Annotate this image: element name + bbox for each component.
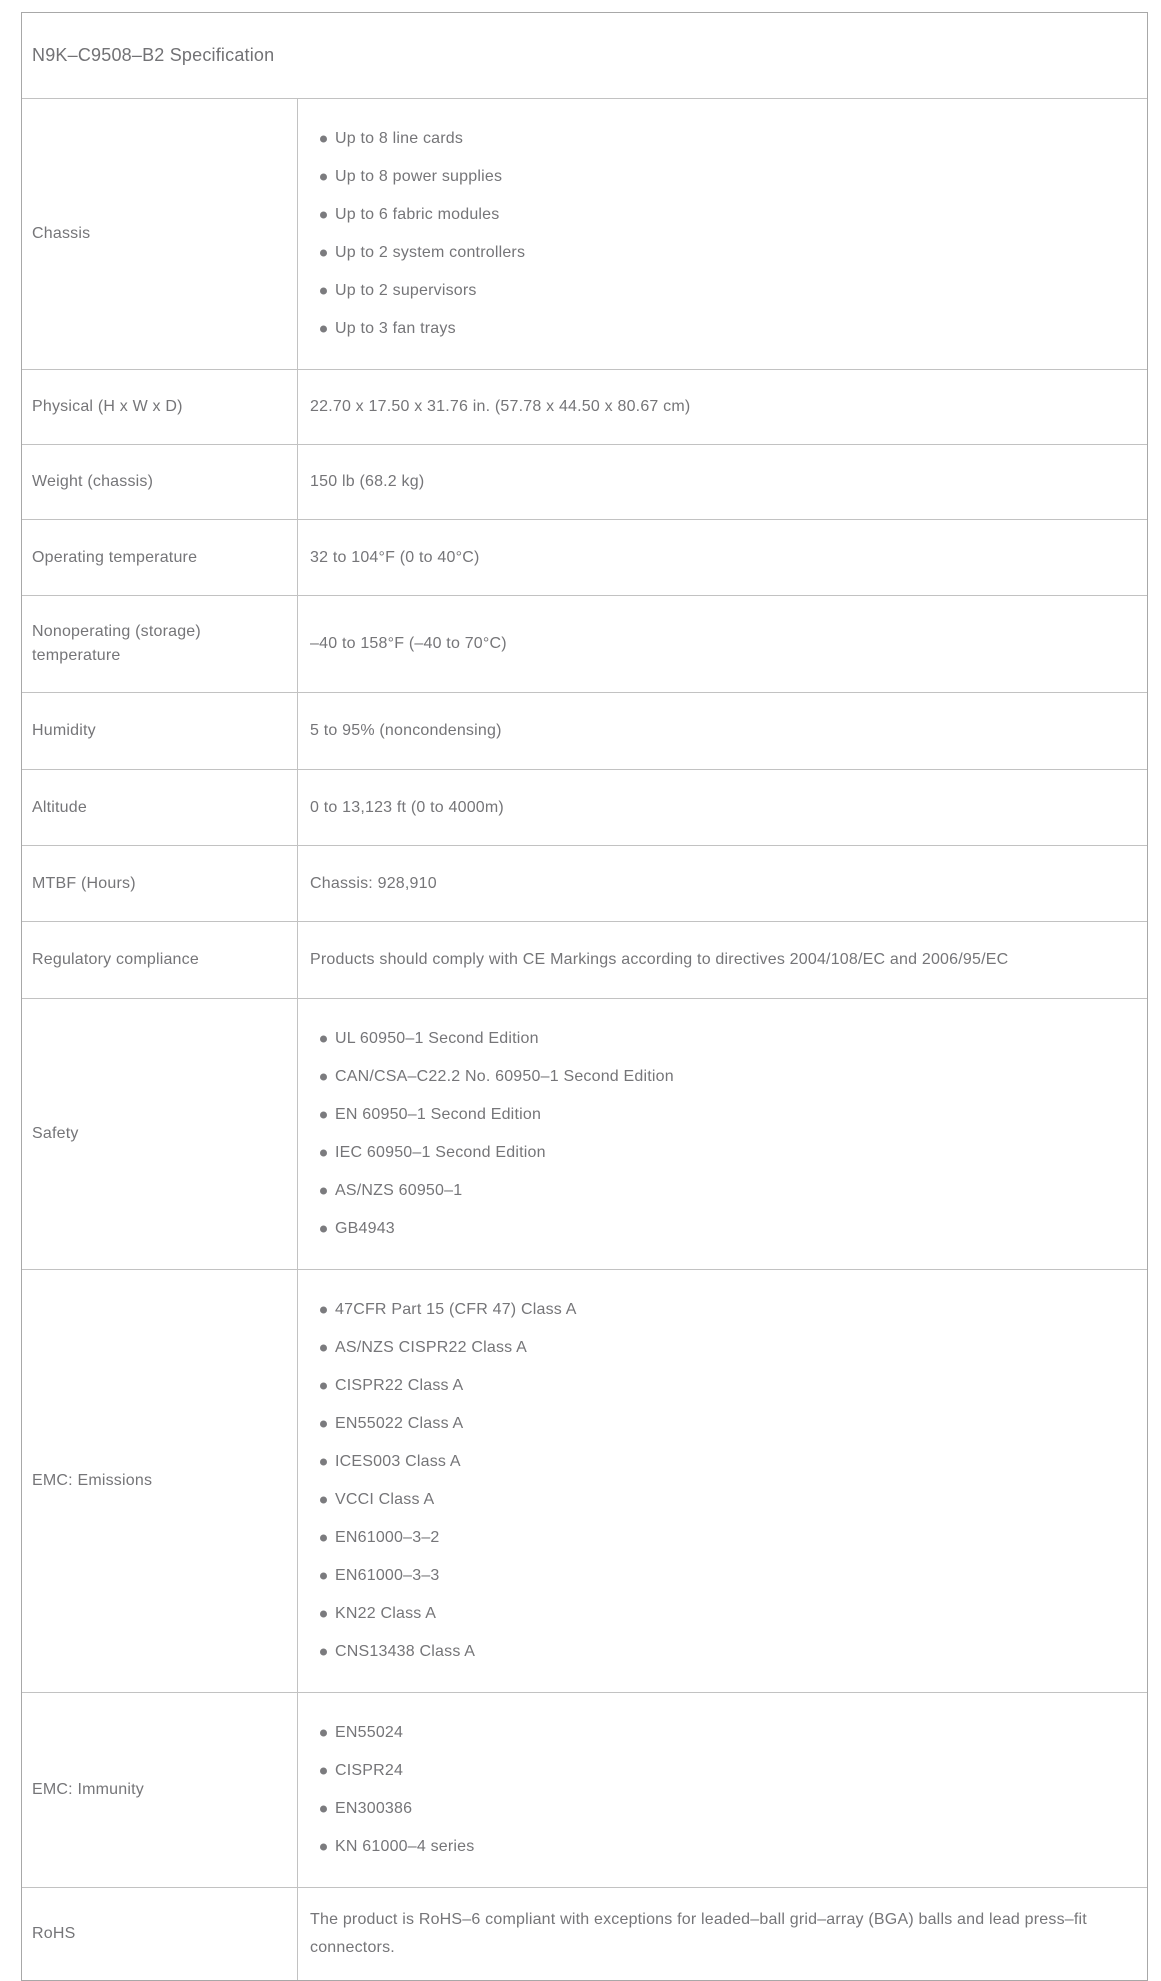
bullet-item: ICES003 Class A bbox=[310, 1443, 577, 1481]
bullet-list bbox=[310, 1714, 475, 1866]
row-label-text: MTBF (Hours) bbox=[32, 874, 136, 892]
bullet-item: Up to 3 fan trays bbox=[310, 310, 525, 348]
row-value-text: Products should comply with CE Markings according to directives 2004/108/EC and 2006/95/EC bbox=[310, 951, 1009, 968]
row-value bbox=[298, 770, 1147, 845]
row-value bbox=[298, 520, 1147, 595]
row-label bbox=[22, 770, 298, 845]
row-value-text: 150 lb (68.2 kg) bbox=[310, 473, 425, 490]
table-row-operating-temperature bbox=[22, 519, 1147, 595]
row-value bbox=[298, 846, 1147, 921]
row-value-text: 5 to 95% (noncondensing) bbox=[310, 722, 502, 739]
bullet-item: CISPR24 bbox=[310, 1752, 475, 1790]
table-row-mtbf bbox=[22, 845, 1147, 921]
row-label-text: Nonoperating (storage) temperature bbox=[32, 623, 201, 664]
bullet-item: Up to 8 power supplies bbox=[310, 158, 525, 196]
bullet-item: IEC 60950–1 Second Edition bbox=[310, 1134, 674, 1172]
row-label bbox=[22, 1693, 298, 1887]
row-label-text: Humidity bbox=[32, 722, 96, 739]
bullet-item: AS/NZS 60950–1 bbox=[310, 1172, 674, 1210]
row-label-text: RoHS bbox=[32, 1925, 76, 1942]
bullet-item: CAN/CSA–C22.2 No. 60950–1 Second Edition bbox=[310, 1058, 674, 1096]
row-label bbox=[22, 99, 298, 369]
bullet-item: EN61000–3–2 bbox=[310, 1519, 577, 1557]
bullet-item: EN300386 bbox=[310, 1790, 475, 1828]
table-row-emc-immunity bbox=[22, 1692, 1147, 1887]
row-value bbox=[298, 999, 1147, 1269]
row-label bbox=[22, 520, 298, 595]
bullet-item: VCCI Class A bbox=[310, 1481, 577, 1519]
row-label-text: EMC: Emissions bbox=[32, 1472, 153, 1489]
row-value bbox=[298, 99, 1147, 369]
row-value bbox=[298, 1270, 1147, 1692]
table-title-row bbox=[22, 13, 1147, 98]
bullet-list bbox=[310, 1291, 577, 1671]
row-label-text: Safety bbox=[32, 1125, 79, 1142]
row-value bbox=[298, 445, 1147, 519]
row-label bbox=[22, 693, 298, 769]
row-value bbox=[298, 596, 1147, 692]
bullet-item: Up to 2 system controllers bbox=[310, 234, 525, 272]
bullet-item: AS/NZS CISPR22 Class A bbox=[310, 1329, 577, 1367]
row-label-text: Physical (H x W x D) bbox=[32, 398, 183, 415]
row-label-text: Regulatory compliance bbox=[32, 951, 199, 968]
specification-table bbox=[21, 12, 1148, 1981]
row-label bbox=[22, 846, 298, 921]
row-label bbox=[22, 445, 298, 519]
row-value bbox=[298, 1888, 1147, 1980]
table-row-emc-emissions bbox=[22, 1269, 1147, 1692]
row-value-text: 0 to 13,123 ft (0 to 4000m) bbox=[310, 798, 504, 816]
table-row-regulatory-compliance bbox=[22, 921, 1147, 998]
row-label-text: Weight (chassis) bbox=[32, 473, 154, 490]
row-label-text: Chassis bbox=[32, 225, 91, 242]
bullet-item: CISPR22 Class A bbox=[310, 1367, 577, 1405]
row-label-text: EMC: Immunity bbox=[32, 1781, 144, 1798]
row-value-text: 22.70 x 17.50 x 31.76 in. (57.78 x 44.50 x 80.67 cm) bbox=[310, 398, 691, 415]
row-value bbox=[298, 922, 1147, 998]
table-title: N9K–C9508–B2 Specification bbox=[32, 45, 275, 65]
row-value-text: –40 to 158°F (–40 to 70°C) bbox=[310, 635, 507, 652]
bullet-list bbox=[310, 1020, 674, 1248]
table-row-humidity bbox=[22, 692, 1147, 769]
row-label bbox=[22, 922, 298, 998]
row-label bbox=[22, 1888, 298, 1980]
row-label bbox=[22, 1270, 298, 1692]
bullet-list bbox=[310, 120, 525, 348]
table-row-safety bbox=[22, 998, 1147, 1269]
table-row-altitude bbox=[22, 769, 1147, 845]
row-value-text: 32 to 104°F (0 to 40°C) bbox=[310, 548, 480, 566]
bullet-item: EN55022 Class A bbox=[310, 1405, 577, 1443]
bullet-item: 47CFR Part 15 (CFR 47) Class A bbox=[310, 1291, 577, 1329]
table-row-chassis bbox=[22, 98, 1147, 369]
row-label-text: Operating temperature bbox=[32, 548, 198, 566]
bullet-item: CNS13438 Class A bbox=[310, 1633, 577, 1671]
row-value bbox=[298, 370, 1147, 444]
table-row-rohs bbox=[22, 1887, 1147, 1980]
table-row-weight bbox=[22, 444, 1147, 519]
row-label-text: Altitude bbox=[32, 798, 87, 816]
table-row-nonoperating-temperature bbox=[22, 595, 1147, 692]
row-value bbox=[298, 1693, 1147, 1887]
bullet-item: EN61000–3–3 bbox=[310, 1557, 577, 1595]
bullet-item: KN 61000–4 series bbox=[310, 1828, 475, 1866]
bullet-item: Up to 8 line cards bbox=[310, 120, 525, 158]
bullet-item: UL 60950–1 Second Edition bbox=[310, 1020, 674, 1058]
table-row-physical bbox=[22, 369, 1147, 444]
bullet-item: Up to 2 supervisors bbox=[310, 272, 525, 310]
row-label bbox=[22, 370, 298, 444]
row-value-text: Chassis: 928,910 bbox=[310, 874, 437, 892]
bullet-item: KN22 Class A bbox=[310, 1595, 577, 1633]
bullet-item: EN55024 bbox=[310, 1714, 475, 1752]
row-value-text: The product is RoHS–6 compliant with exceptions for leaded–ball grid–array (BGA) balls and lead press–fit connectors. bbox=[310, 1911, 1087, 1956]
row-label bbox=[22, 596, 298, 692]
bullet-item: GB4943 bbox=[310, 1210, 674, 1248]
bullet-item: Up to 6 fabric modules bbox=[310, 196, 525, 234]
row-label bbox=[22, 999, 298, 1269]
row-value bbox=[298, 693, 1147, 769]
bullet-item: EN 60950–1 Second Edition bbox=[310, 1096, 674, 1134]
